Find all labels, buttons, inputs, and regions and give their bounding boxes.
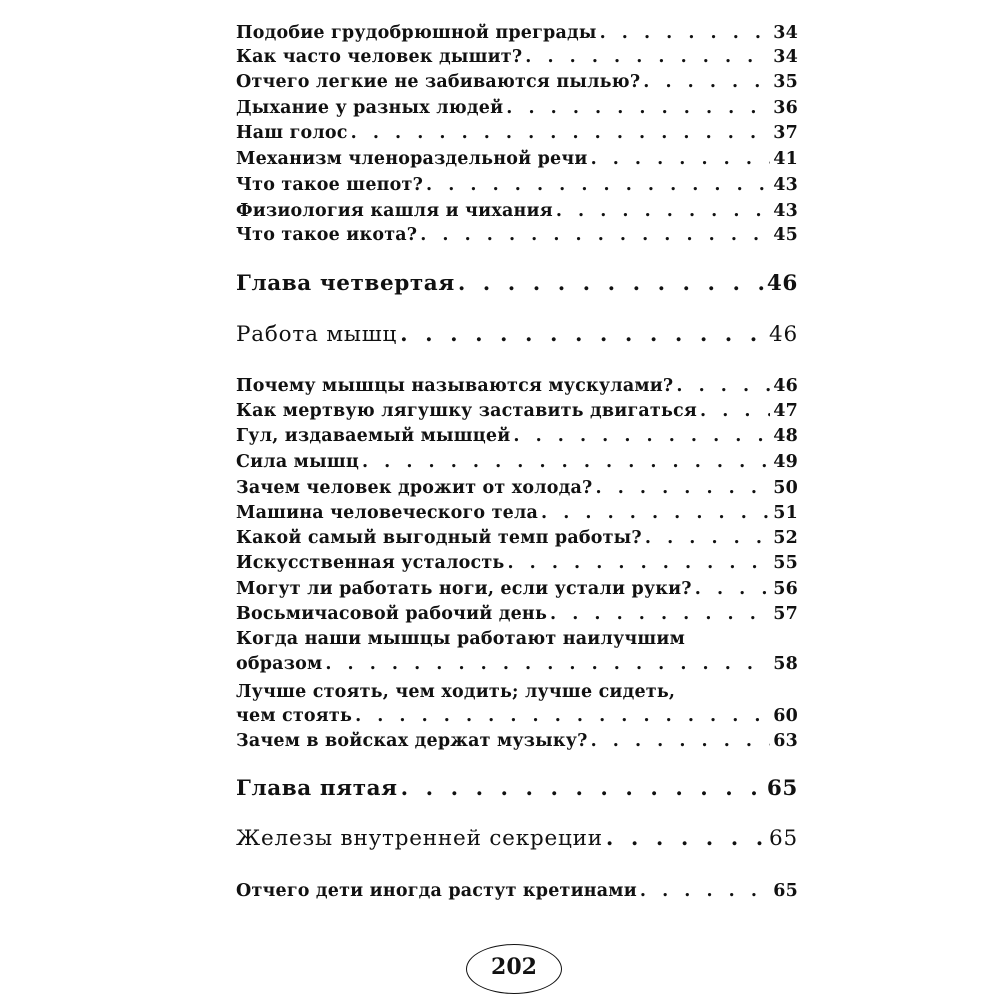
dot-leader <box>591 730 771 752</box>
toc-entry-title: Дыхание у разных людей <box>236 98 504 118</box>
part-page: 65 <box>769 826 798 851</box>
toc-entry-title: Почему мышцы называются мускулами? <box>236 376 674 396</box>
toc-entry-title: Как часто человек дышит? <box>236 47 523 67</box>
page-number: 202 <box>491 954 537 980</box>
toc-entry-page: 34 <box>773 47 798 67</box>
toc-entry-page: 52 <box>773 528 798 548</box>
toc-entry-page: 57 <box>773 604 798 624</box>
dot-leader <box>355 705 770 727</box>
toc-entry-page: 36 <box>773 98 798 118</box>
chapter-heading <box>236 271 798 297</box>
toc-entry-page: 49 <box>773 452 798 472</box>
toc-entry-page: 50 <box>773 478 798 498</box>
toc-entry-title: Отчего легкие не забиваются пылью? <box>236 72 641 92</box>
toc-entry-title: Искусственная усталость <box>236 553 505 573</box>
toc-entry-page: 41 <box>773 149 798 169</box>
toc-entry-page: 48 <box>773 426 798 446</box>
toc-entry-page: 58 <box>773 654 798 674</box>
toc-entry <box>236 375 798 397</box>
part-title: Железы внутренней секреции <box>236 826 603 851</box>
toc-entry-page: 55 <box>773 553 798 573</box>
dot-leader <box>591 148 771 170</box>
toc-entry-page: 35 <box>773 72 798 92</box>
toc-entry <box>236 122 798 144</box>
toc-entry-page: 43 <box>773 201 798 221</box>
toc-entry <box>236 552 798 574</box>
toc-entry-page: 65 <box>773 881 798 901</box>
dot-leader <box>525 46 770 68</box>
toc-entry-title-line2: образом <box>236 654 323 674</box>
toc-entry-page: 43 <box>773 175 798 195</box>
dot-leader <box>325 653 770 675</box>
toc-entry-title: Механизм членораздельной речи <box>236 149 588 169</box>
toc-entry <box>236 527 798 549</box>
toc-entry-title: Могут ли работать ноги, если устали руки? <box>236 579 692 599</box>
toc-entry-page: 47 <box>773 401 798 421</box>
toc-entry <box>236 97 798 119</box>
dot-leader <box>600 22 771 44</box>
toc-entry <box>236 603 798 625</box>
toc-entry <box>236 224 798 246</box>
dot-leader <box>550 603 770 625</box>
dot-leader <box>420 224 770 246</box>
part-heading <box>236 826 798 852</box>
dot-leader <box>541 502 770 524</box>
toc-entry <box>236 653 798 675</box>
toc-entry <box>236 148 798 170</box>
toc-entry-title: Зачем в войсках держат музыку? <box>236 731 588 751</box>
toc-entry-title: Как мертвую лягушку заставить двигаться <box>236 401 698 421</box>
toc-entry-page: 63 <box>773 731 798 751</box>
toc-entry <box>236 451 798 473</box>
toc-entry-title: Что такое икота? <box>236 225 418 245</box>
dot-leader <box>606 826 766 852</box>
toc-entry <box>236 22 798 44</box>
toc-entry-title: Машина человеческого тела <box>236 503 539 523</box>
toc-entry <box>236 400 798 422</box>
toc-entry-page: 60 <box>773 706 798 726</box>
toc-entry-title: Отчего дети иногда растут кретинами <box>236 881 637 901</box>
dot-leader <box>362 451 770 473</box>
chapter-title: Глава четвертая <box>236 271 455 296</box>
chapter-title: Глава пятая <box>236 776 398 801</box>
dot-leader <box>556 200 770 222</box>
toc-entry-title: Какой самый выгодный темп работы? <box>236 528 642 548</box>
toc-entry-title: Восьмичасовой рабочий день <box>236 604 548 624</box>
dot-leader <box>458 271 764 297</box>
toc-entry-page: 34 <box>773 23 798 43</box>
toc-entry <box>236 730 798 752</box>
toc-entry-title: Что такое шепот? <box>236 175 424 195</box>
dot-leader <box>695 578 770 600</box>
dot-leader <box>640 880 770 902</box>
dot-leader <box>596 477 771 499</box>
dot-leader <box>645 527 770 549</box>
toc-entry-title-line1: Когда наши мышцы работают наилучшим <box>236 629 686 649</box>
toc-entry <box>236 502 798 524</box>
part-page: 46 <box>769 322 798 347</box>
toc-entry-title-line1: Лучше стоять, чем ходить; лучше сидеть, <box>236 682 676 702</box>
toc-entry <box>236 200 798 222</box>
chapter-heading <box>236 776 798 802</box>
toc-entry <box>236 705 798 727</box>
toc-entry-page: 56 <box>773 579 798 599</box>
dot-leader <box>506 97 770 119</box>
toc-entry-title: Наш голос <box>236 123 348 143</box>
dot-leader <box>351 122 771 144</box>
dot-leader <box>643 71 770 93</box>
part-title: Работа мышц <box>236 322 398 347</box>
dot-leader <box>700 400 770 422</box>
toc-entry-title: Физиология кашля и чихания <box>236 201 553 221</box>
toc-entry <box>236 880 798 902</box>
dot-leader <box>507 552 770 574</box>
toc-entry-title-line2: чем стоять <box>236 706 353 726</box>
dot-leader <box>513 425 770 447</box>
toc-entry <box>236 425 798 447</box>
toc-entry-page: 51 <box>773 503 798 523</box>
toc-entry <box>236 174 798 196</box>
toc-entry-title: Подобие грудобрюшной преграды <box>236 23 597 43</box>
part-heading <box>236 322 798 348</box>
toc-entry-title: Зачем человек дрожит от холода? <box>236 478 593 498</box>
toc-entry <box>236 477 798 499</box>
dot-leader <box>400 322 766 348</box>
chapter-page: 65 <box>766 776 798 801</box>
toc-entry-page: 46 <box>773 376 798 396</box>
toc-entry <box>236 578 798 600</box>
toc-entry-title: Сила мышц <box>236 452 359 472</box>
toc-entry-page: 45 <box>773 225 798 245</box>
toc-entry-page: 37 <box>773 123 798 143</box>
toc-entry <box>236 71 798 93</box>
dot-leader <box>676 375 770 397</box>
dot-leader <box>426 174 770 196</box>
dot-leader <box>401 776 764 802</box>
chapter-page: 46 <box>766 271 798 296</box>
toc-entry <box>236 46 798 68</box>
toc-entry-title: Гул, издаваемый мышцей <box>236 426 511 446</box>
